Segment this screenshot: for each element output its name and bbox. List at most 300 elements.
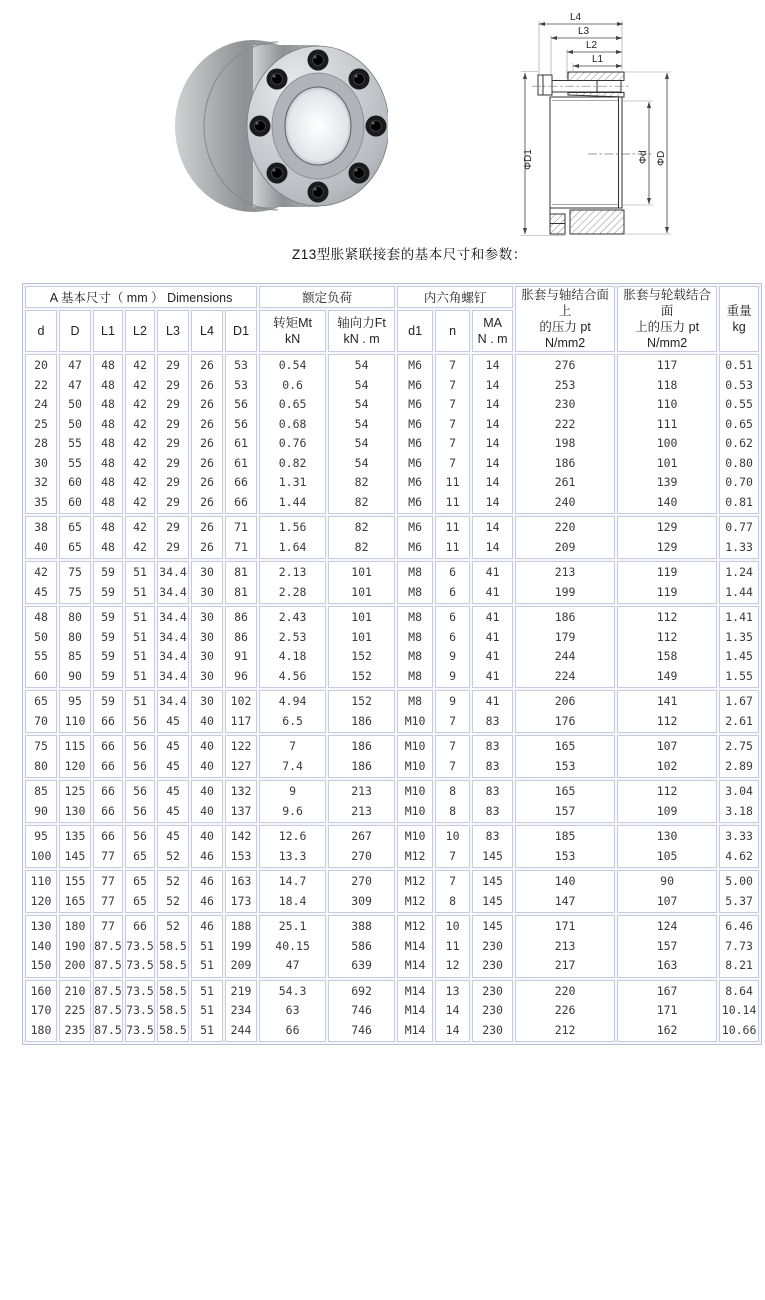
table-cell (259, 915, 326, 978)
col-header-L1: L1 (93, 310, 123, 352)
cell-value: 86 (234, 610, 248, 624)
table-cell (259, 780, 326, 823)
table-group-row (25, 825, 759, 868)
table-cell (225, 561, 257, 604)
cell-value: 226 (554, 1003, 576, 1017)
cell-value: 140 (554, 874, 576, 888)
dim-label-l3: L3 (578, 26, 590, 37)
col-header-torque (259, 310, 326, 352)
cell-value: 14 (485, 416, 500, 431)
col-header-D: D (59, 310, 91, 352)
cell-value: M6 (408, 494, 423, 509)
cell-value: M10 (404, 739, 426, 753)
cell-value: 261 (554, 475, 576, 489)
cell-value: 160 (30, 983, 52, 998)
table-cell (719, 516, 759, 559)
cell-value: M8 (408, 565, 423, 579)
cell-value: 52 (166, 893, 180, 908)
cell-value: 186 (351, 758, 372, 773)
cell-value: 0.77 (725, 520, 753, 534)
cell-value: 6 (449, 565, 457, 579)
cell-value: 45 (34, 584, 48, 599)
table-cell (397, 606, 433, 688)
cell-value: 8 (449, 803, 457, 818)
cell-value: 22 (34, 377, 48, 392)
cell-value: 152 (351, 668, 372, 683)
table-cell (328, 780, 395, 823)
cell-value: 77 (101, 874, 115, 888)
cell-value: 110 (656, 397, 678, 411)
cell-value: 95 (68, 694, 82, 708)
cell-value: 129 (656, 520, 678, 534)
cell-value: 176 (554, 713, 576, 728)
table-cell (328, 870, 395, 913)
table-cell (617, 516, 717, 559)
table-cell (435, 561, 470, 604)
cell-value: 58.5 (159, 983, 187, 998)
table-cell (259, 561, 326, 604)
cell-value: 0.81 (725, 494, 753, 509)
cell-value: 14 (485, 436, 500, 450)
cell-value: 110 (30, 874, 52, 888)
cell-value: 186 (554, 610, 576, 624)
table-cell (157, 516, 189, 559)
cell-value: 122 (230, 739, 252, 753)
cell-value: 30 (200, 668, 214, 683)
cell-value: 692 (351, 983, 372, 998)
cell-value: 18.4 (278, 893, 307, 908)
cell-value: 186 (351, 713, 372, 728)
table-cell (472, 780, 513, 823)
cell-value: 82 (354, 475, 369, 489)
cell-value: 163 (656, 958, 678, 972)
cell-value: 26 (200, 377, 214, 392)
table-cell (59, 516, 91, 559)
cell-value: 30 (200, 629, 214, 644)
cell-value: 101 (351, 629, 372, 644)
cell-value: 6 (449, 629, 457, 644)
cell-value: 58.5 (159, 1003, 187, 1017)
cell-value: 14 (485, 494, 500, 509)
cell-value: 244 (230, 1022, 252, 1037)
table-cell (435, 780, 470, 823)
table-cell (59, 825, 91, 868)
cell-value: 145 (482, 874, 503, 888)
cell-value: 199 (554, 584, 576, 599)
cell-value: 222 (554, 416, 576, 431)
cell-value: 0.68 (278, 416, 307, 431)
table-cell (191, 690, 223, 733)
cell-value: 7 (449, 874, 457, 888)
cell-value: 11 (445, 938, 460, 953)
table-cell (59, 606, 91, 688)
cell-value: 276 (554, 358, 576, 372)
cell-value: 66 (101, 803, 115, 818)
cell-value: 77 (101, 919, 115, 933)
cell-value: 171 (656, 1003, 678, 1017)
cell-value: 7.4 (282, 758, 303, 773)
table-cell (157, 825, 189, 868)
cell-value: 54 (354, 436, 369, 450)
cell-value: 210 (64, 983, 86, 998)
cell-value: 2.75 (725, 739, 753, 753)
header-line: kg (732, 320, 746, 334)
cell-value: 112 (656, 784, 678, 798)
cell-value: 82 (354, 539, 369, 554)
table-cell (719, 735, 759, 778)
cell-value: 129 (656, 539, 678, 554)
table-cell (515, 915, 615, 978)
cell-value: 101 (351, 610, 372, 624)
cell-value: 41 (485, 649, 500, 663)
cell-value: 34.4 (159, 629, 187, 644)
cell-value: 1.44 (725, 584, 753, 599)
table-cell (191, 354, 223, 514)
header-line: MA (483, 316, 502, 331)
cell-value: 46 (200, 848, 214, 863)
table-cell (59, 915, 91, 978)
cell-value: 42 (133, 358, 147, 372)
table-cell (125, 516, 155, 559)
cell-value: 117 (230, 713, 252, 728)
cell-value: 47 (285, 958, 300, 972)
table-cell (617, 980, 717, 1043)
table-cell (225, 780, 257, 823)
table-cell (515, 870, 615, 913)
cell-value: 46 (200, 893, 214, 908)
dim-label-l2: L2 (586, 40, 598, 51)
cell-value: 34.4 (159, 610, 187, 624)
cell-value: 153 (554, 848, 576, 863)
cell-value: 145 (482, 893, 503, 908)
table-cell (328, 690, 395, 733)
cell-value: 2.53 (278, 629, 307, 644)
table-cell (397, 915, 433, 978)
cell-value: M10 (404, 784, 426, 798)
cell-value: 59 (101, 584, 115, 599)
cell-value: 42 (133, 520, 147, 534)
cell-value: 120 (64, 758, 86, 773)
cell-value: 235 (64, 1022, 86, 1037)
cell-value: 12.6 (278, 829, 307, 843)
table-cell (435, 354, 470, 514)
cell-value: 112 (656, 713, 678, 728)
cell-value: 45 (166, 758, 180, 773)
cell-value: 7 (289, 739, 297, 753)
table-cell (93, 561, 123, 604)
table-cell (719, 980, 759, 1043)
cell-value: 209 (554, 539, 576, 554)
cell-value: 130 (30, 919, 52, 933)
cell-value: 54 (354, 358, 369, 372)
cell-value: 9.6 (282, 803, 303, 818)
table-cell (397, 825, 433, 868)
cell-value: 0.76 (278, 436, 307, 450)
col-header-L4: L4 (191, 310, 223, 352)
cell-value: 309 (351, 893, 372, 908)
cell-value: 91 (234, 649, 248, 663)
cell-value: 14 (445, 1022, 460, 1037)
table-cell (157, 735, 189, 778)
cell-value: 66 (285, 1022, 300, 1037)
table-cell (328, 980, 395, 1043)
cell-value: 388 (351, 919, 372, 933)
cell-value: 51 (133, 610, 147, 624)
cell-value: 83 (485, 739, 500, 753)
table-cell (125, 561, 155, 604)
cell-value: 51 (200, 1022, 214, 1037)
col-header-axial-force (328, 310, 395, 352)
table-cell (93, 606, 123, 688)
table-cell (515, 606, 615, 688)
table-cell (25, 915, 57, 978)
table-cell (125, 825, 155, 868)
table-cell (397, 561, 433, 604)
cell-value: 171 (554, 919, 576, 933)
cell-value: 73.5 (126, 983, 154, 998)
cell-value: M14 (404, 983, 426, 998)
cell-value: 25 (34, 416, 48, 431)
table-cell (259, 690, 326, 733)
table-cell (125, 980, 155, 1043)
cell-value: 26 (200, 520, 214, 534)
table-cell (225, 980, 257, 1043)
table-cell (328, 354, 395, 514)
table-cell (397, 690, 433, 733)
table-cell (125, 606, 155, 688)
cell-value: 7 (449, 397, 457, 411)
cell-value: 42 (133, 539, 147, 554)
table-cell (93, 825, 123, 868)
cell-value: 26 (200, 475, 214, 489)
cell-value: 58.5 (159, 1022, 187, 1037)
cell-value: M12 (404, 919, 426, 933)
cell-value: M8 (408, 610, 423, 624)
cell-value: 51 (200, 938, 214, 953)
cell-value: 80 (34, 758, 48, 773)
cell-value: 90 (660, 874, 675, 888)
table-cell (397, 354, 433, 514)
cell-value: 60 (34, 668, 48, 683)
cell-value: 66 (234, 475, 248, 489)
cell-value: 82 (354, 494, 369, 509)
header-line: N . m (477, 332, 508, 347)
table-cell (328, 606, 395, 688)
col-header-ma (472, 310, 513, 352)
cell-value: 40 (200, 758, 214, 773)
cell-value: 85 (34, 784, 48, 798)
table-cell (191, 780, 223, 823)
header-line: 胀套与轴结合面上 (521, 288, 609, 318)
dim-label-l4: L4 (570, 12, 582, 23)
cell-value: 11 (445, 494, 460, 509)
cell-value: 73.5 (126, 938, 154, 953)
table-cell (59, 870, 91, 913)
cell-value: 140 (656, 494, 678, 509)
cell-value: 10 (445, 829, 460, 843)
table-cell (397, 735, 433, 778)
cell-value: 9 (289, 784, 297, 798)
cell-value: 158 (656, 649, 678, 663)
table-cell (93, 690, 123, 733)
table-cell (191, 870, 223, 913)
cell-value: 7.73 (725, 938, 753, 953)
cell-value: 1.31 (278, 475, 307, 489)
cell-value: 29 (166, 358, 180, 372)
cell-value: 102 (656, 758, 678, 773)
table-cell (719, 780, 759, 823)
cell-value: 155 (64, 874, 86, 888)
cell-value: 153 (554, 758, 576, 773)
cell-value: 173 (230, 893, 252, 908)
cell-value: 58.5 (159, 938, 187, 953)
cell-value: 29 (166, 455, 180, 470)
cell-value: 52 (166, 848, 180, 863)
cell-value: 102 (230, 694, 252, 708)
cell-value: 1.41 (725, 610, 753, 624)
cell-value: 54 (354, 455, 369, 470)
cell-value: 6.5 (282, 713, 303, 728)
header-line: 轴向力Ft (337, 316, 386, 331)
cell-value: 46 (200, 874, 214, 888)
table-cell (328, 825, 395, 868)
cell-value: 46 (200, 919, 214, 933)
table-cell (617, 354, 717, 514)
cell-value: 71 (234, 520, 248, 534)
table-cell (191, 735, 223, 778)
cell-value: 29 (166, 520, 180, 534)
cell-value: 60 (68, 475, 82, 489)
cell-value: 42 (133, 416, 147, 431)
cell-value: 60 (68, 494, 82, 509)
cell-value: 8.21 (725, 958, 753, 972)
cell-value: 30 (200, 565, 214, 579)
table-cell (328, 735, 395, 778)
header-line: N/mm2 (646, 336, 688, 350)
cell-value: 165 (554, 784, 576, 798)
cell-value: 52 (166, 919, 180, 933)
table-cell (59, 690, 91, 733)
header-line: 上的压力 pt (635, 320, 700, 334)
table-cell (191, 825, 223, 868)
table-cell (472, 690, 513, 733)
cell-value: 1.35 (725, 629, 753, 644)
cell-value: 50 (68, 397, 82, 411)
cell-value: 83 (485, 713, 500, 728)
cell-value: M6 (408, 377, 423, 392)
header-line: 重量 (726, 304, 752, 318)
cell-value: 1.24 (725, 565, 753, 579)
cell-value: 7 (449, 713, 457, 728)
table-cell (157, 690, 189, 733)
cell-value: 61 (234, 436, 248, 450)
cell-value: 77 (101, 848, 115, 863)
table-cell (259, 980, 326, 1043)
cell-value: 180 (64, 919, 86, 933)
cell-value: 253 (554, 377, 576, 392)
cell-value: 167 (656, 983, 678, 998)
screw-head (538, 75, 552, 95)
cell-value: 48 (101, 520, 115, 534)
table-cell (435, 690, 470, 733)
header-line: kN . m (343, 332, 380, 347)
table-cell (59, 561, 91, 604)
table-cell (225, 870, 257, 913)
cell-value: 14 (485, 455, 500, 470)
table-cell (719, 606, 759, 688)
cell-value: 213 (351, 784, 372, 798)
table-cell (125, 915, 155, 978)
table-cell (515, 354, 615, 514)
cell-value: M8 (408, 584, 423, 599)
sleeve-body (550, 97, 622, 208)
cell-value: 7 (449, 436, 457, 450)
cell-value: 59 (101, 694, 115, 708)
cell-value: 2.61 (725, 713, 753, 728)
cell-value: 112 (656, 629, 678, 644)
part-cross-section (538, 72, 624, 234)
cell-value: 6 (449, 610, 457, 624)
cell-value: 75 (34, 739, 48, 753)
cell-value: 48 (101, 475, 115, 489)
cell-value: 11 (445, 539, 460, 554)
table-cell (25, 735, 57, 778)
table-cell (472, 915, 513, 978)
cell-value: 10.14 (721, 1003, 757, 1017)
table-cell (225, 606, 257, 688)
cell-value: 1.33 (725, 539, 753, 554)
header-pressure-hub (617, 286, 717, 352)
cell-value: 82 (354, 520, 369, 534)
cell-value: 81 (234, 565, 248, 579)
cell-value: 3.33 (725, 829, 753, 843)
table-cell (25, 825, 57, 868)
table-cell (93, 870, 123, 913)
table-cell (225, 735, 257, 778)
cell-value: 0.82 (278, 455, 307, 470)
cell-value: 7 (449, 358, 457, 372)
product-photo (168, 28, 390, 228)
table-cell (472, 980, 513, 1043)
cell-value: 40 (200, 803, 214, 818)
dim-label-l1: L1 (592, 54, 604, 65)
cell-value: 3.04 (725, 784, 753, 798)
cell-value: 42 (133, 475, 147, 489)
table-cell (435, 980, 470, 1043)
table-cell (25, 690, 57, 733)
dim-label-phid1: ΦD1 (523, 149, 534, 170)
cell-value: 30 (200, 610, 214, 624)
table-cell (93, 780, 123, 823)
table-cell (328, 516, 395, 559)
table-cell (719, 825, 759, 868)
cell-value: 55 (68, 436, 82, 450)
cell-value: M6 (408, 455, 423, 470)
cell-value: 170 (30, 1003, 52, 1017)
table-cell (25, 870, 57, 913)
cell-value: 48 (34, 610, 48, 624)
cell-value: M6 (408, 520, 423, 534)
cell-value: 14 (485, 539, 500, 554)
table-cell (472, 354, 513, 514)
table-cell (59, 735, 91, 778)
table-cell (25, 516, 57, 559)
header-pressure-shaft (515, 286, 615, 352)
cell-value: 1.55 (725, 668, 753, 683)
cell-value: 66 (101, 758, 115, 773)
cell-value: 105 (656, 848, 678, 863)
cell-value: 41 (485, 584, 500, 599)
